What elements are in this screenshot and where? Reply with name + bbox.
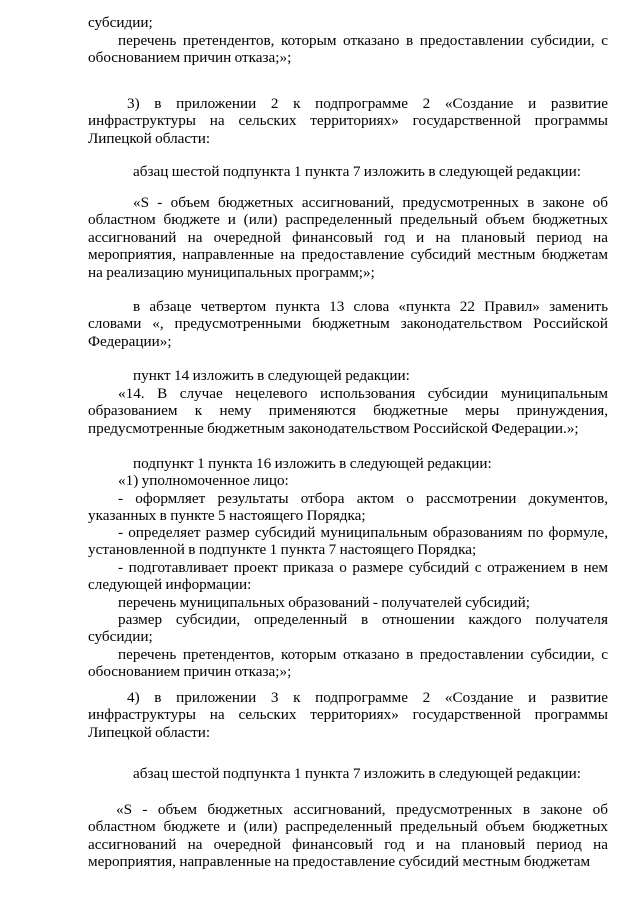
paragraph-s-definition: «S - объем бюджетных ассигнований, предусмотренных в законе об областном бюджете и (или) распределенный предельный объем бюджетных ассигнований на очередной финансовый год и на плановый период на мероприятия, направленные на предоставление субсидий местным бюджетам на реализацию муниципальных программ;»; bbox=[88, 194, 608, 281]
paragraph-item-14-text: «14. В случае нецелевого использования субсидии муниципальным образованием к нему применяются бюджетные меры принуждения, предусмотренные бюджетным законодательством Российской Федерации.»; bbox=[88, 385, 608, 437]
paragraph-subsidy-size: размер субсидии, определенный в отношении каждого получателя субсидии; bbox=[88, 611, 608, 646]
paragraph-item-3: 3) в приложении 2 к подпрограмме 2 «Создание и развитие инфраструктуры на сельских территориях» государственной программы Липецкой области: bbox=[88, 95, 608, 147]
paragraph-s-definition-repeat: «S - объем бюджетных ассигнований, предусмотренных в законе об областном бюджете и (или) распределенный предельный объем бюджетных ассигнований на очередной финансовый год и на плановый период на мероприятия, направленные на предоставление субсидий местным бюджетам bbox=[88, 801, 608, 871]
paragraph-item-16-intro: подпункт 1 пункта 16 изложить в следующей редакции: bbox=[133, 455, 492, 472]
paragraph-abzac-6: абзац шестой подпункта 1 пункта 7 изложить в следующей редакции: bbox=[133, 163, 581, 180]
paragraph-municipal-list: перечень муниципальных образований - получателей субсидий; bbox=[118, 594, 530, 611]
paragraph-defines-size: - определяет размер субсидий муниципальным образованиям по формуле, установленной в подпункте 1 пункта 7 настоящего Порядка; bbox=[88, 524, 608, 559]
paragraph-item-4: 4) в приложении 3 к подпрограмме 2 «Создание и развитие инфраструктуры на сельских территориях» государственной программы Липецкой области: bbox=[88, 689, 608, 741]
paragraph-refused-list: перечень претендентов, которым отказано в предоставлении субсидии, с обоснованием причин отказа;»; bbox=[88, 32, 608, 67]
paragraph-item-13: в абзаце четвертом пункта 13 слова «пункта 22 Правил» заменить словами «, предусмотренными бюджетным законодательством Российской Федерации»; bbox=[88, 298, 608, 350]
paragraph-draws-up-act: - оформляет результаты отбора актом о рассмотрении документов, указанных в пункте 5 настоящего Порядка; bbox=[88, 490, 608, 525]
paragraph-authorized-person: «1) уполномоченное лицо: bbox=[118, 472, 289, 489]
paragraph-item-14-intro: пункт 14 изложить в следующей редакции: bbox=[133, 367, 410, 384]
paragraph-refused-list-2: перечень претендентов, которым отказано в предоставлении субсидии, с обоснованием причин отказа;»; bbox=[88, 646, 608, 681]
paragraph-subsidy-end: субсидии; bbox=[88, 14, 153, 31]
paragraph-prepares-order: - подготавливает проект приказа о размере субсидий с отражением в нем следующей информации: bbox=[88, 559, 608, 594]
paragraph-abzac-6-repeat: абзац шестой подпункта 1 пункта 7 изложить в следующей редакции: bbox=[133, 765, 581, 782]
